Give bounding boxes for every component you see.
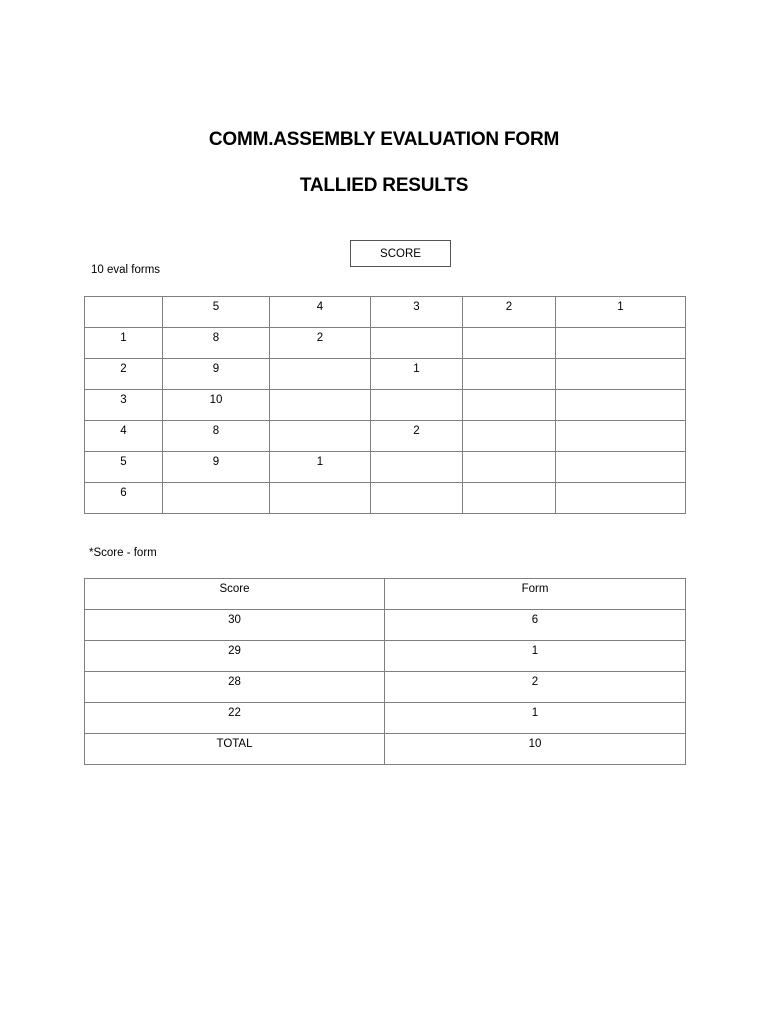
summary-row [85,703,686,734]
score-label: SCORE [380,247,421,260]
tally-row [85,452,686,483]
score-form-table [84,578,686,765]
summary-total-row [85,734,686,765]
tally-cell: 5 [85,452,163,483]
tally-cell [556,390,686,421]
tally-cell: 6 [85,483,163,514]
tally-cell: 10 [163,390,270,421]
document-title: COMM.ASSEMBLY EVALUATION FORM [208,129,560,150]
tally-cell [463,421,556,452]
tally-cell [371,452,463,483]
tally-cell [556,483,686,514]
tally-cell: 9 [163,359,270,390]
tally-cell [556,328,686,359]
tally-cell [463,328,556,359]
tally-cell [270,359,371,390]
tally-cell [463,452,556,483]
tally-row [85,421,686,452]
tally-header-cell [85,297,163,328]
tally-row [85,359,686,390]
tally-header-cell: 4 [270,297,371,328]
tally-cell [371,390,463,421]
tally-cell [163,483,270,514]
tally-cell: 4 [85,421,163,452]
tally-cell [463,390,556,421]
summary-row [85,672,686,703]
tally-cell: 9 [163,452,270,483]
score-form-note: *Score - form [89,547,157,559]
summary-row [85,641,686,672]
tally-header-cell: 3 [371,297,463,328]
tally-cell [556,452,686,483]
tally-cell [270,390,371,421]
tally-cell [270,421,371,452]
tally-cell: 1 [371,359,463,390]
tally-cell [463,483,556,514]
summary-cell: 30 [85,610,385,641]
summary-cell: 10 [385,734,686,765]
tally-cell: 2 [270,328,371,359]
tally-row [85,328,686,359]
score-label-box [350,240,451,267]
summary-cell: TOTAL [85,734,385,765]
summary-header-cell: Score [85,579,385,610]
summary-cell: 22 [85,703,385,734]
summary-cell: 1 [385,641,686,672]
tally-cell [463,359,556,390]
tally-cell [371,483,463,514]
tally-cell [270,483,371,514]
tally-row [85,390,686,421]
summary-header-row [85,579,686,610]
tally-cell: 8 [163,421,270,452]
tally-cell: 8 [163,328,270,359]
tally-cell: 2 [85,359,163,390]
tally-header-row [85,297,686,328]
summary-cell: 1 [385,703,686,734]
tally-header-cell: 2 [463,297,556,328]
tally-table [84,296,686,514]
tally-header-cell: 5 [163,297,270,328]
document-subtitle: TALLIED RESULTS [299,175,469,196]
tally-cell: 1 [270,452,371,483]
summary-header-cell: Form [385,579,686,610]
summary-cell: 6 [385,610,686,641]
tally-cell: 2 [371,421,463,452]
tally-header-cell: 1 [556,297,686,328]
summary-row [85,610,686,641]
summary-cell: 28 [85,672,385,703]
tally-cell [556,359,686,390]
summary-cell: 29 [85,641,385,672]
tally-cell: 1 [85,328,163,359]
summary-cell: 2 [385,672,686,703]
eval-forms-note: 10 eval forms [91,264,161,276]
tally-cell [556,421,686,452]
tally-cell [371,328,463,359]
tally-row [85,483,686,514]
tally-cell: 3 [85,390,163,421]
